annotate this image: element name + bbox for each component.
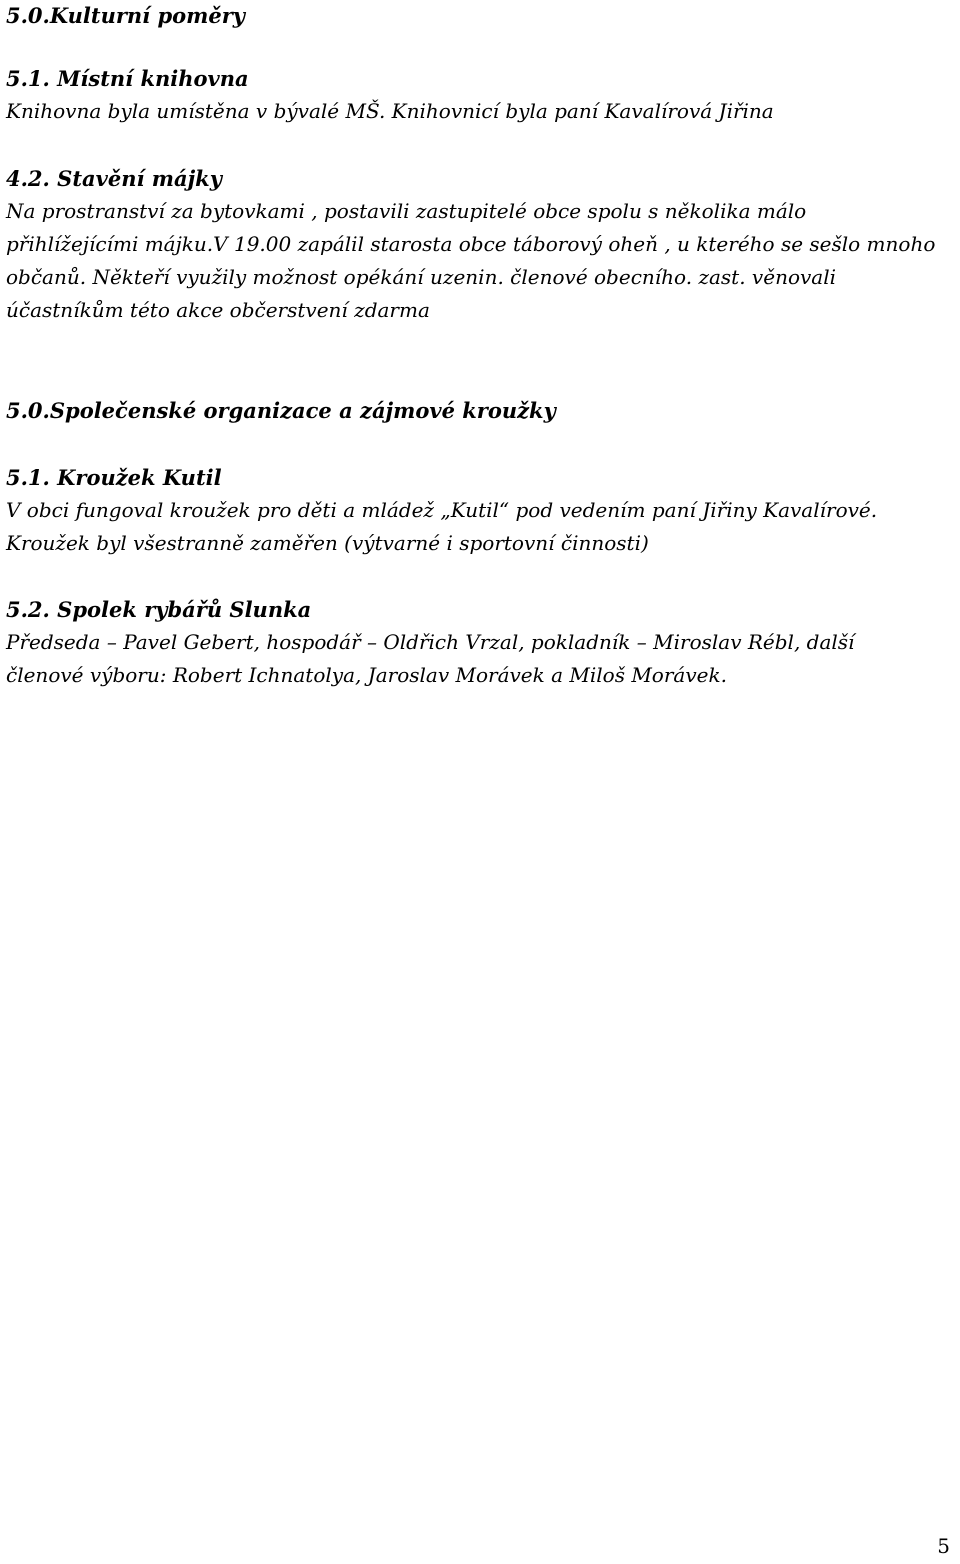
maypole-text-line: Na prostranství za bytovkami , postavili zastupitelé obce spolu s několika málo [6,199,807,223]
subsection-heading-library: 5.1. Místní knihovna [6,66,249,91]
maypole-text-line: přihlížejícími májku.V 19.00 zapálil starosta obce táborový oheň , u kterého se sešlo mnoho [6,232,936,256]
fishers-text-line: Předseda – Pavel Gebert, hospodář – Oldřich Vrzal, pokladník – Miroslav Rébl, další [6,630,855,654]
maypole-text-line: účastníkům této akce občerstvení zdarma [6,298,430,322]
section-heading-culture: 5.0.Kulturní poměry [6,3,246,28]
subsection-heading-fishers: 5.2. Spolek rybářů Slunka [6,597,312,622]
fishers-text-line: členové výboru: Robert Ichnatolya, Jaroslav Morávek a Miloš Morávek. [6,663,727,687]
kutil-text-line: V obci fungoval kroužek pro děti a mládež „Kutil“ pod vedením paní Jiřiny Kavalírové. [6,498,878,522]
library-text: Knihovna byla umístěna v bývalé MŠ. Knihovnicí byla paní Kavalírová Jiřina [6,99,774,123]
page-number: 5 [937,1534,950,1558]
kutil-text-line: Kroužek byl všestranně zaměřen (výtvarné i sportovní činnosti) [6,531,649,555]
section-heading-societies: 5.0.Společenské organizace a zájmové kroužky [6,398,556,423]
subsection-heading-maypole: 4.2. Stavění májky [6,166,222,191]
subsection-heading-kutil: 5.1. Kroužek Kutil [6,465,222,490]
maypole-text-line: občanů. Někteří využily možnost opékání uzenin. členové obecního. zast. věnovali [6,265,836,289]
